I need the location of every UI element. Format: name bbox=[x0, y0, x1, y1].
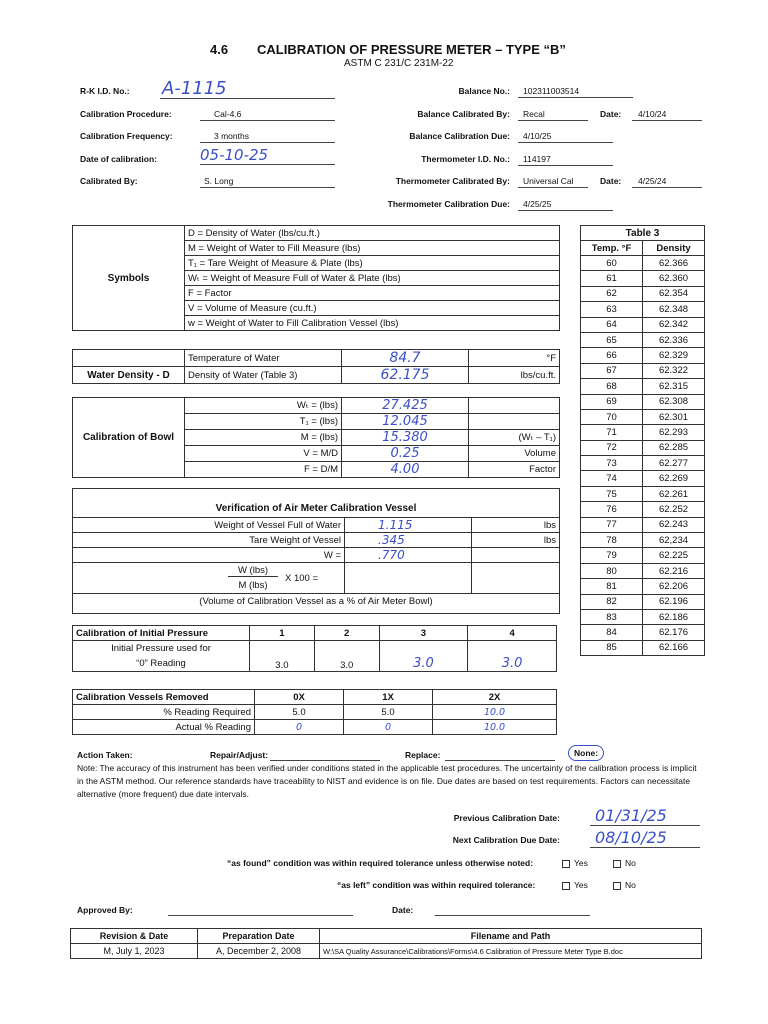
vessel-col-header: 2X bbox=[433, 690, 557, 705]
bowl-row-note bbox=[469, 414, 560, 430]
date-label: Date of calibration: bbox=[80, 154, 157, 164]
actual-label: Actual % Reading bbox=[73, 720, 255, 735]
table3-row bbox=[581, 332, 705, 347]
pressure-value: 3.0 bbox=[250, 641, 315, 672]
footer-revision: M, July 1, 2023 bbox=[71, 944, 198, 959]
pressure-col-header: 4 bbox=[468, 626, 557, 641]
table3-temp: 66 bbox=[581, 348, 643, 363]
vessel-tare-unit: lbs bbox=[472, 533, 560, 548]
table3-density: 62.348 bbox=[643, 302, 705, 317]
checkbox-icon bbox=[562, 860, 570, 868]
table3-row bbox=[581, 394, 705, 409]
table3-density: 62.252 bbox=[643, 502, 705, 517]
as-found-yes[interactable]: Yes bbox=[562, 858, 588, 868]
temperature-value: 84.7 bbox=[342, 350, 469, 367]
table3-density: 62.329 bbox=[643, 348, 705, 363]
table3-row bbox=[581, 625, 705, 640]
table3-temp: 76 bbox=[581, 502, 643, 517]
table3-density: 62.269 bbox=[643, 471, 705, 486]
bowl-table bbox=[72, 397, 560, 478]
vessel-title: Verification of Air Meter Calibration Vessel bbox=[215, 503, 417, 514]
thermometer-by-label: Thermometer Calibrated By: bbox=[395, 176, 510, 186]
table3-row bbox=[581, 286, 705, 301]
date-value: 05-10-25 bbox=[200, 146, 269, 164]
replace-label: Replace: bbox=[405, 750, 441, 760]
table3-row bbox=[581, 317, 705, 332]
previous-date-label: Previous Calibration Date: bbox=[453, 813, 560, 823]
table3-density: 62.315 bbox=[643, 379, 705, 394]
thermometer-by-value: Universal Cal bbox=[523, 176, 574, 186]
table3-row bbox=[581, 563, 705, 578]
table3-row bbox=[581, 425, 705, 440]
table3-row bbox=[581, 271, 705, 286]
table3-density: 62.166 bbox=[643, 640, 705, 655]
water-density-label: Water Density - D bbox=[73, 367, 185, 384]
footer-table bbox=[70, 928, 702, 959]
balance-due-value: 4/10/25 bbox=[523, 131, 552, 141]
table3-temp: 67 bbox=[581, 363, 643, 378]
table3-temp: 72 bbox=[581, 440, 643, 455]
table3-temp: 85 bbox=[581, 640, 643, 655]
table3-temp: 62 bbox=[581, 286, 643, 301]
table3-row bbox=[581, 486, 705, 501]
actual-value: 0 bbox=[255, 720, 344, 735]
table3-density: 62,234 bbox=[643, 533, 705, 548]
symbol-item: T₁ = Tare Weight of Measure & Plate (lbs) bbox=[185, 256, 560, 271]
bowl-row-note bbox=[469, 398, 560, 414]
balance-no-value: 102311003514 bbox=[523, 86, 580, 96]
bowl-row-label: V = M/D bbox=[185, 446, 342, 462]
table3-row bbox=[581, 640, 705, 655]
table3-title: Table 3 bbox=[581, 226, 705, 241]
checkbox-icon bbox=[613, 882, 621, 890]
thermometer-due-value: 4/25/25 bbox=[523, 199, 552, 209]
symbol-item: w = Weight of Water to Fill Calibration Vessel (lbs) bbox=[185, 316, 560, 331]
temperature-unit: °F bbox=[469, 350, 560, 367]
table3-row bbox=[581, 579, 705, 594]
footer-filename: W:\SA Quality Assurance\Calibrations\Forms\4.6 Calibration of Pressure Meter Type B.doc bbox=[320, 944, 702, 959]
calibrated-by-label: Calibrated By: bbox=[80, 176, 138, 186]
table3-temp: 77 bbox=[581, 517, 643, 532]
table3-temp: 79 bbox=[581, 548, 643, 563]
initial-pressure-row-label: Initial Pressure used for “0” Reading bbox=[73, 641, 250, 672]
bowl-row-label: F = D/M bbox=[185, 462, 342, 478]
page-title: CALIBRATION OF PRESSURE METER – TYPE “B” bbox=[257, 42, 566, 57]
table3-density: 62.322 bbox=[643, 363, 705, 378]
as-found-label: “as found” condition was within required tolerance unless otherwise noted: bbox=[227, 858, 534, 868]
balance-no-label: Balance No.: bbox=[458, 86, 510, 96]
vessels-removed-title: Calibration Vessels Removed bbox=[73, 690, 255, 705]
vessel-w-value: .770 bbox=[345, 548, 472, 563]
bowl-row-label: Wₜ = (lbs) bbox=[185, 398, 342, 414]
section-number: 4.6 bbox=[210, 42, 229, 57]
required-value: 5.0 bbox=[255, 705, 344, 720]
standard-label: ASTM C 231/C 231M-22 bbox=[344, 58, 454, 69]
bowl-row-value: 15.380 bbox=[342, 430, 469, 446]
table3-density: 62.277 bbox=[643, 456, 705, 471]
symbol-item: F = Factor bbox=[185, 286, 560, 301]
bowl-label: Calibration of Bowl bbox=[73, 398, 185, 478]
table3-temp: 64 bbox=[581, 317, 643, 332]
table3-density: 62.225 bbox=[643, 548, 705, 563]
actual-value: 10.0 bbox=[433, 720, 557, 735]
repair-label: Repair/Adjust: bbox=[210, 750, 269, 760]
table3-density: 62.301 bbox=[643, 409, 705, 424]
table3-header-density: Density bbox=[643, 241, 705, 256]
vessel-tare-value: .345 bbox=[345, 533, 472, 548]
as-left-no[interactable]: No bbox=[613, 880, 636, 890]
table3-temp: 70 bbox=[581, 409, 643, 424]
table3-density: 62.308 bbox=[643, 394, 705, 409]
density-unit: lbs/cu.ft. bbox=[469, 367, 560, 384]
table3-temp: 78 bbox=[581, 533, 643, 548]
table3-density: 62.285 bbox=[643, 440, 705, 455]
pressure-col-header: 2 bbox=[314, 626, 379, 641]
table3-temp: 83 bbox=[581, 609, 643, 624]
table3-density: 62.342 bbox=[643, 317, 705, 332]
calibrated-by-value: S. Long bbox=[204, 176, 234, 186]
approval-date-label: Date: bbox=[392, 905, 414, 915]
table3-temp: 63 bbox=[581, 302, 643, 317]
balance-due-label: Balance Calibration Due: bbox=[409, 131, 510, 141]
table3-row bbox=[581, 533, 705, 548]
bowl-row-value: 27.425 bbox=[342, 398, 469, 414]
table3-row bbox=[581, 363, 705, 378]
thermometer-date-value: 4/25/24 bbox=[638, 176, 667, 186]
table3-row bbox=[581, 594, 705, 609]
table3-row bbox=[581, 440, 705, 455]
bowl-row-note: (Wₜ – T₁) bbox=[469, 430, 560, 446]
bowl-row-value: 12.045 bbox=[342, 414, 469, 430]
frequency-value: 3 months bbox=[214, 131, 249, 141]
required-value: 10.0 bbox=[433, 705, 557, 720]
initial-pressure-title: Calibration of Initial Pressure bbox=[73, 626, 250, 641]
symbol-item: Wₜ = Weight of Measure Full of Water & Plate (lbs) bbox=[185, 271, 560, 286]
table3-row bbox=[581, 409, 705, 424]
bowl-row-value: 4.00 bbox=[342, 462, 469, 478]
table3-temp: 82 bbox=[581, 594, 643, 609]
pressure-value: 3.0 bbox=[468, 641, 557, 672]
vessel-col-header: 0X bbox=[255, 690, 344, 705]
as-left-label: “as left” condition was within required tolerance: bbox=[337, 880, 536, 890]
previous-date-value: 01/31/25 bbox=[595, 806, 667, 825]
table3-density: 62.176 bbox=[643, 625, 705, 640]
procedure-label: Calibration Procedure: bbox=[80, 109, 172, 119]
vessel-full-unit: lbs bbox=[472, 518, 560, 533]
table3-temp: 68 bbox=[581, 379, 643, 394]
vessel-full-label: Weight of Vessel Full of Water bbox=[73, 518, 345, 533]
temperature-label: Temperature of Water bbox=[185, 350, 342, 367]
rk-id-value: A-1115 bbox=[162, 78, 227, 99]
vessel-w-label: W = bbox=[73, 548, 345, 563]
table3-row bbox=[581, 609, 705, 624]
frequency-label: Calibration Frequency: bbox=[80, 131, 173, 141]
next-date-label: Next Calibration Due Date: bbox=[452, 835, 560, 845]
table3-temp: 69 bbox=[581, 394, 643, 409]
table3-temp: 71 bbox=[581, 425, 643, 440]
table3-row bbox=[581, 548, 705, 563]
thermometer-id-label: Thermometer I.D. No.: bbox=[421, 154, 510, 164]
pressure-value: 3.0 bbox=[379, 641, 468, 672]
table3-density: 62.354 bbox=[643, 286, 705, 301]
as-left-yes[interactable]: Yes bbox=[562, 880, 588, 890]
table3-temp: 65 bbox=[581, 332, 643, 347]
vessel-formula: W (lbs) M (lbs) X 100 = bbox=[73, 563, 345, 594]
bowl-row-note: Volume bbox=[469, 446, 560, 462]
bowl-row-label: T₁ = (lbs) bbox=[185, 414, 342, 430]
vessel-tare-label: Tare Weight of Vessel bbox=[73, 533, 345, 548]
table3-density: 62.366 bbox=[643, 256, 705, 271]
checkbox-icon bbox=[562, 882, 570, 890]
symbol-item: V = Volume of Measure (cu.ft.) bbox=[185, 301, 560, 316]
table3-temp: 80 bbox=[581, 563, 643, 578]
table3-row bbox=[581, 379, 705, 394]
vessel-box bbox=[72, 488, 560, 614]
required-label: % Reading Required bbox=[73, 705, 255, 720]
actual-value: 0 bbox=[344, 720, 433, 735]
thermometer-date-label: Date: bbox=[600, 176, 622, 186]
density-label: Density of Water (Table 3) bbox=[185, 367, 342, 384]
thermometer-id-value: 114197 bbox=[523, 154, 551, 164]
table3-density: 62.293 bbox=[643, 425, 705, 440]
rk-id-label: R-K I.D. No.: bbox=[80, 86, 130, 96]
table3-row bbox=[581, 471, 705, 486]
symbol-item: D = Density of Water (lbs/cu.ft.) bbox=[185, 226, 560, 241]
footer-preparation: A, December 2, 2008 bbox=[198, 944, 320, 959]
balance-by-label: Balance Calibrated By: bbox=[417, 109, 510, 119]
table3-temp: 60 bbox=[581, 256, 643, 271]
table3-temp: 73 bbox=[581, 456, 643, 471]
vessel-full-value: 1.115 bbox=[345, 518, 472, 533]
bowl-row-label: M = (lbs) bbox=[185, 430, 342, 446]
balance-by-value: Recal bbox=[523, 109, 545, 119]
table3-row bbox=[581, 517, 705, 532]
next-date-value: 08/10/25 bbox=[595, 828, 667, 847]
table3-temp: 74 bbox=[581, 471, 643, 486]
pressure-col-header: 1 bbox=[250, 626, 315, 641]
table3-temp: 81 bbox=[581, 579, 643, 594]
action-taken-label: Action Taken: bbox=[77, 750, 133, 760]
table3 bbox=[580, 225, 705, 656]
procedure-value: Cal-4.6 bbox=[214, 109, 242, 119]
action-note: Note: The accuracy of this instrument has been verified under conditions stated in the applicable test procedures. The uncertainty of the calibration process is implicit in the ASTM method. Our reference standards have traceability to NIST and evidence is on file. Due dates are based on test requirements. Factors can necessitate alternative (more frequent) due date intervals. bbox=[77, 763, 697, 799]
balance-date-label: Date: bbox=[600, 109, 622, 119]
pressure-col-header: 3 bbox=[379, 626, 468, 641]
balance-date-value: 4/10/24 bbox=[638, 109, 667, 119]
vessels-removed-table bbox=[72, 689, 557, 735]
footer-header: Revision & Date bbox=[71, 929, 198, 944]
table3-density: 62.196 bbox=[643, 594, 705, 609]
table3-row bbox=[581, 456, 705, 471]
table3-header-temp: Temp. °F bbox=[581, 241, 643, 256]
table3-temp: 84 bbox=[581, 625, 643, 640]
table3-density: 62.360 bbox=[643, 271, 705, 286]
table3-density: 62.243 bbox=[643, 517, 705, 532]
vessel-col-header: 1X bbox=[344, 690, 433, 705]
table3-temp: 75 bbox=[581, 486, 643, 501]
table3-density: 62.206 bbox=[643, 579, 705, 594]
checkbox-icon bbox=[613, 860, 621, 868]
water-density-table bbox=[72, 349, 560, 384]
table3-row bbox=[581, 256, 705, 271]
table3-density: 62.336 bbox=[643, 332, 705, 347]
symbols-label: Symbols bbox=[73, 226, 185, 331]
table3-density: 62.186 bbox=[643, 609, 705, 624]
required-value: 5.0 bbox=[344, 705, 433, 720]
table3-density: 62.261 bbox=[643, 486, 705, 501]
pressure-value: 3.0 bbox=[314, 641, 379, 672]
density-value: 62.175 bbox=[342, 367, 469, 384]
table3-row bbox=[581, 502, 705, 517]
table3-density: 62.216 bbox=[643, 563, 705, 578]
footer-header: Filename and Path bbox=[320, 929, 702, 944]
symbols-table bbox=[72, 225, 560, 331]
thermometer-due-label: Thermometer Calibration Due: bbox=[387, 199, 510, 209]
approved-by-label: Approved By: bbox=[77, 905, 133, 915]
table3-row bbox=[581, 348, 705, 363]
none-label: None: bbox=[568, 745, 604, 761]
bowl-row-value: 0.25 bbox=[342, 446, 469, 462]
initial-pressure-table bbox=[72, 625, 557, 672]
as-found-no[interactable]: No bbox=[613, 858, 636, 868]
vessel-note: (Volume of Calibration Vessel as a % of Air Meter Bowl) bbox=[73, 594, 559, 609]
table3-temp: 61 bbox=[581, 271, 643, 286]
table3-row bbox=[581, 302, 705, 317]
bowl-row-note: Factor bbox=[469, 462, 560, 478]
footer-header: Preparation Date bbox=[198, 929, 320, 944]
symbol-item: M = Weight of Water to Fill Measure (lbs) bbox=[185, 241, 560, 256]
